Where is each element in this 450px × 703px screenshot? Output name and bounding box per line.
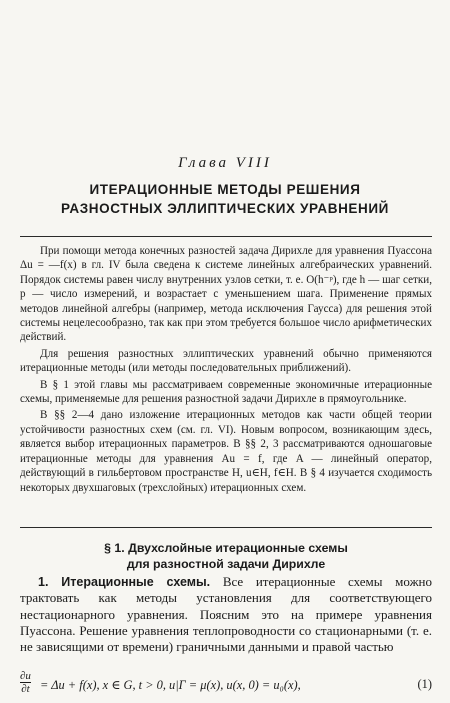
intro-paragraph-2: Для решения разностных эллиптических уравнений обычно применяются итерационные методы (или методы последовательных приближений). (20, 347, 432, 375)
intro-paragraph-3: В § 1 этой главы мы рассматриваем современные экономичные итерационные схемы, применяемые для решения разностной задачи Дирихле в прямоугольнике. (20, 378, 432, 406)
chapter-title-line-2: РАЗНОСТНЫХ ЭЛЛИПТИЧЕСКИХ УРАВНЕНИЙ (60, 201, 389, 216)
fraction-numerator: ∂u (20, 670, 31, 682)
intro-paragraph-1: При помощи метода конечных разностей задача Дирихле для уравнения Пуассона Δu = —f(x) в гл. IV была сведена к системе линейных алгебраических уравнений. Порядок системы равен числу внутренних узлов сетки, т. е. O(h⁻ᵖ), где h — шаг сетки, p — число измерений, и возрастает с уменьшением шага. Применение прямых методов линейной алгебры (например, метода исключения Гаусса) для решения этой системы нецелесообразно, так как при этом требуется большое число арифметических действий. (20, 245, 432, 344)
equation-body: = Δu + f(x), x ∈ G, t > 0, u|Γ = μ(x), u(x, 0) = u₀(x), (40, 678, 301, 692)
top-divider (20, 236, 432, 237)
section-title (20, 540, 432, 572)
chapter-intro (20, 244, 432, 497)
chapter-title-line-1: ИТЕРАЦИОННЫЕ МЕТОДЫ РЕШЕНИЯ (89, 182, 361, 197)
bottom-divider (20, 527, 432, 528)
subsection-heading: 1. Итерационные схемы. (38, 575, 211, 589)
section-title-line-1: § 1. Двухслойные итерационные схемы (104, 541, 348, 555)
chapter-label: Глава VIII (178, 155, 272, 171)
body-text: Все итерационные схемы можно трактовать как методы установления для соответствующего нестационарного уравнения. Поясним это на примере уравнения Пуассона. Решение уравнения теплопроводности со стационарными (т. е. не зависящими от времени) граничными данными и правой частью (20, 574, 433, 655)
section-title-line-2: для разностной задачи Дирихле (126, 557, 326, 571)
fraction (20, 670, 31, 695)
equation-1 (20, 670, 432, 698)
fraction-denominator: ∂t (21, 683, 30, 695)
equation-number: (1) (417, 677, 432, 691)
intro-paragraph-4: В §§ 2—4 дано изложение итерационных методов как части общей теории устойчивости разностных схем (см. гл. VI). Новым вопросом, возникающим здесь, является выбор итерационных параметров. В §§ 2, 3 рассматриваются одношаговые итерационные методы для уравнения Au = f, где A — линейный оператор, действующий в гильбертовом пространстве H, u∈H, f∈H. В § 4 изучается сходимость некоторых двухшаговых (трехслойных) итерационных схем. (20, 409, 432, 494)
body-paragraph (20, 574, 432, 655)
section-body (20, 574, 432, 655)
chapter-title (20, 180, 430, 218)
